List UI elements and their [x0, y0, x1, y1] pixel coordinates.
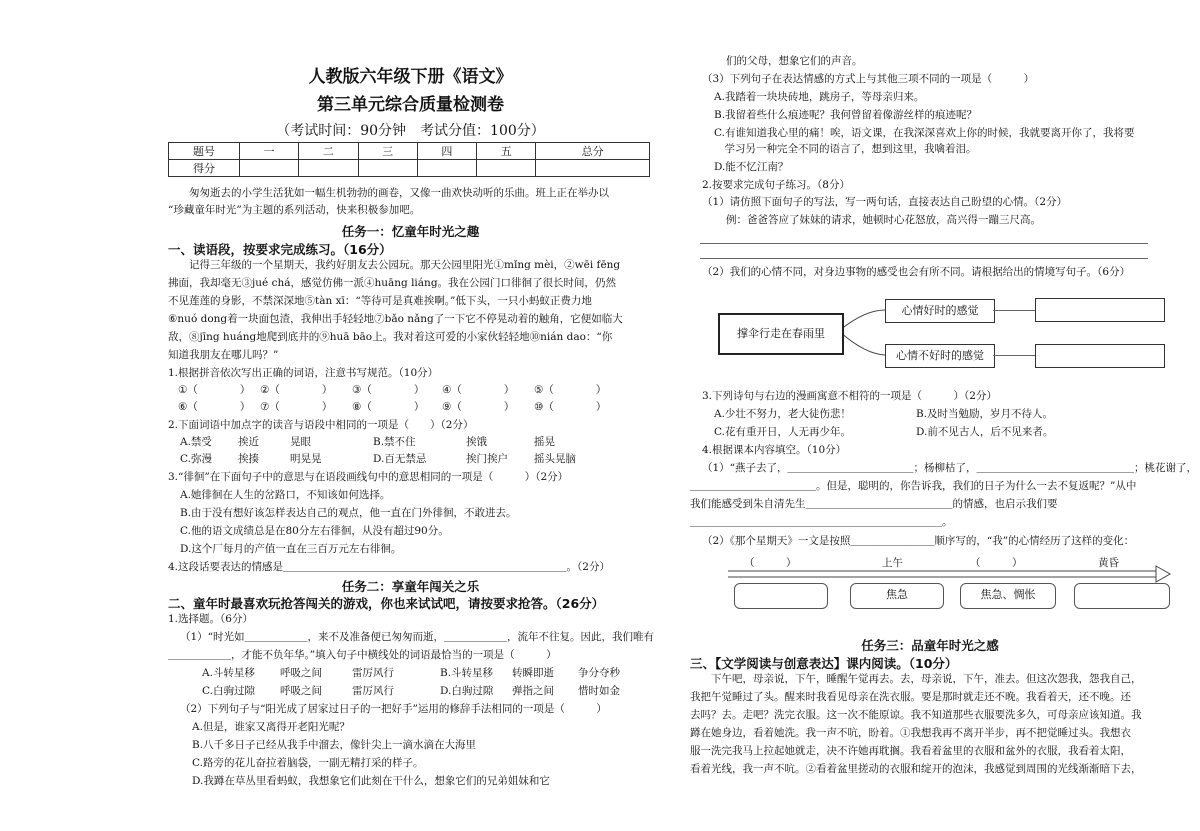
- answer-blank[interactable]: ⑥（ ）: [178, 401, 251, 413]
- timeline-answer-box[interactable]: [734, 583, 828, 609]
- answer-blank[interactable]: ④（ ）: [442, 384, 515, 396]
- timeline-mood-box: 焦急: [850, 583, 944, 609]
- score-cell: 三: [358, 143, 417, 160]
- fill-blank-line: （2）《那个星期天》一文是按照＿＿＿＿＿＿＿＿顺序写的，“我”的心情经历了这样的变化：: [702, 535, 1135, 547]
- exam-info: （考试时间：90分钟 考试分值：100分）: [276, 123, 545, 139]
- section-heading: 三、【文学阅读与创意表达】课内阅读。（10分）: [690, 656, 958, 671]
- option-b-word: B.禁不住: [373, 436, 416, 448]
- option-text: A.但是，谁家又离得开老阳光呢？: [192, 721, 350, 733]
- question-text: （1）请仿照下面句子的写法，写一两句话，直接表达自己盼望的心情。（2分）: [702, 196, 1068, 208]
- timeline-top-label: 黄昏: [1098, 557, 1119, 569]
- passage-line: 知道我朋友在哪儿吗？”: [168, 349, 279, 361]
- task-heading: 任务一：忆童年时光之趣: [341, 224, 480, 239]
- timeline-mood-box: 焦急、惆怅: [960, 583, 1056, 609]
- reading-line: 我把午觉睡过了头。醒来时我看见母亲在洗衣服。要是那时就走还不晚。我看着天，还不晚。还: [690, 691, 1131, 703]
- score-cell: 总分: [536, 143, 650, 160]
- answer-blank[interactable]: ⑤（ ）: [534, 384, 607, 396]
- continuation-text: 们的父母，想象它们的声音。: [726, 55, 863, 67]
- score-input[interactable]: [240, 160, 299, 177]
- option-word: 雷厉风行: [352, 667, 394, 679]
- option-c-word: 挨揍: [238, 453, 259, 465]
- reading-line: 下午吧，母亲说，下午，睡醒午觉再去。去，母亲说，下午，准去。但这次怨我，怨我自己，: [690, 673, 1142, 685]
- score-table: [168, 142, 650, 177]
- option-word: 惜时如金: [578, 685, 620, 697]
- passage-line: 拂面，我却毫无③jué chá，感觉仿佛一派④huāng liáng。我在公园门口徘徊了很长时间，仍然: [168, 277, 617, 289]
- option-c-word: 明晃晃: [290, 453, 322, 465]
- reading-line: 去吗？去。走吧？洗完衣服。这一次不能原谅。我不知道那些衣服要洗多久，可母亲应该知道。我: [690, 709, 1142, 721]
- task-heading: 任务三：品童年时光之感: [861, 638, 999, 653]
- question-stem: 3.下列诗句与右边的漫画寓意不相符的一项是（ ）（2分）: [702, 390, 997, 402]
- option-text: D.我蹲在草丛里看蚂蚁，我想象它们此刻在干什么，想象它们的兄弟姐妹和它: [192, 775, 550, 787]
- question-stem: 2.按要求完成句子练习。（8分）: [702, 179, 850, 191]
- option-word: 雷厉风行: [352, 685, 394, 697]
- option-word: B.斗转星移: [440, 667, 494, 679]
- score-cell: 二: [299, 143, 358, 160]
- score-input[interactable]: [477, 160, 536, 177]
- bad-mood-box: 心情不好时的感觉: [885, 344, 995, 368]
- example-text: 例：爸爸答应了妹妹的请求，她顿时心花怒放，高兴得一蹦三尺高。: [726, 214, 1041, 226]
- fill-blank-line: ＿＿＿＿＿＿＿＿＿＿＿＿。但是，聪明的，你告诉我，我们的日子为什么一去不复返呢？”从中: [690, 480, 1137, 492]
- reading-line: 服一洗完我马上拉起她就走，决不许她再耽搁。我看着盆里的衣服和盆外的衣服，我看着太阳，: [690, 745, 1131, 757]
- answer-blank[interactable]: ③（ ）: [352, 384, 425, 396]
- option-d-word: 挨门挨户: [466, 453, 508, 465]
- answer-blank[interactable]: ①（ ）: [178, 384, 251, 396]
- option-d-word: 摇头晃脑: [534, 453, 576, 465]
- score-input[interactable]: [358, 160, 417, 177]
- score-label: 得分: [169, 160, 240, 177]
- question-text: （3）下列句子在表达情感的方式上与其他三项不同的一项是（ ）: [702, 73, 1035, 85]
- option-word: 弹指之间: [512, 685, 554, 697]
- option-text: A.我踏着一块块砖地，跳房子，等母亲归来。: [714, 91, 925, 103]
- score-input[interactable]: [299, 160, 358, 177]
- good-mood-box: 心情好时的感觉: [885, 299, 995, 323]
- option-a-word: 晃眼: [290, 436, 311, 448]
- option-c-word: C.弥漫: [180, 453, 212, 465]
- score-table-score-row: [169, 160, 650, 177]
- question-text: （1）“时光如＿＿＿＿＿＿，来不及准备便已匆匆而逝，＿＿＿＿＿＿，流年不往复。因此，我们唯有: [180, 631, 655, 643]
- option-word: 呼吸之间: [280, 685, 322, 697]
- timeline-top-label[interactable]: （ ）: [970, 557, 1023, 569]
- answer-blank[interactable]: ⑨（ ）: [442, 401, 515, 413]
- question-stem: 3.“徘徊”在下面句子中的意思与在语段画线句中的意思相同的一项是（ ）（2分）: [168, 471, 569, 483]
- answer-blank[interactable]: ⑧（ ）: [352, 401, 425, 413]
- timeline-arrow: [690, 0, 1170, 831]
- section-heading: 二、童年时最喜欢玩抢答闯关的游戏，你也来试试吧，请按要求抢答。（26分）: [168, 596, 605, 611]
- option-text: B.我留着些什么痕迹呢？我何曾留着像游丝样的痕迹呢？: [714, 109, 978, 121]
- option-text: D.能不忆江南？: [714, 161, 789, 173]
- passage-line: 不见莲莲的身影，不禁深深地⑤tàn xī：“等待可是真难挨啊。”低下头，一只小蚂蚁正费力地: [168, 295, 592, 307]
- passage-line: ⑥nuó dong着一块面包渣，我伸出手轻轻地⑦bǎo nǎng了一下它不停晃动着的触角，它便如临大: [168, 313, 623, 325]
- question-text: （2）下列句子与“阳光成了居家过日子的一把好手”运用的修辞手法相同的一项是（ ）: [180, 703, 607, 715]
- scene-box: 撑伞行走在春雨里: [718, 313, 844, 355]
- option-word: C.白驹过隙: [202, 685, 255, 697]
- answer-blank[interactable]: ⑩（ ）: [534, 401, 607, 413]
- option-word: A.斗转星移: [202, 667, 255, 679]
- option-word: 争分夺秒: [578, 667, 620, 679]
- option-text: B.八千多日子已经从我手中溜去，像针尖上一滴水滴在大海里: [192, 739, 477, 751]
- question-stem: 2.下面词语中加点字的读音与语段中相同的一项是（ ）（2分）: [168, 419, 474, 431]
- answer-blank[interactable]: ②（ ）: [260, 384, 333, 396]
- option-d-word: D.百无禁忌: [373, 453, 427, 465]
- score-table-header-row: [169, 143, 650, 160]
- score-input[interactable]: [417, 160, 476, 177]
- intro-line: “珍藏童年时光”为主题的系列活动，快来积极参加吧。: [168, 204, 421, 216]
- question-text: ＿＿＿＿＿＿，才能不负年华。”填入句子中横线处的词语最恰当的一项是（ ）: [168, 649, 557, 661]
- question-stem: 1.根据拼音依次写出正确的词语，注意书写规范。（10分）: [168, 367, 439, 379]
- reading-line: 蹲在她身边，看着她洗。我一声不吭，盼着。①我想我再不离开半步，再不把觉睡过头。我想衣: [690, 727, 1131, 739]
- option-text: C.花有重开日，人无再少年。: [714, 426, 851, 438]
- option-b-word: 摇晃: [534, 436, 555, 448]
- option-text: C.他的语文成绩总是在80分左右徘徊，从没有超过90分。: [180, 525, 449, 537]
- intro-line: 匆匆逝去的小学生活犹如一幅生机勃勃的画卷，又像一曲欢快动听的乐曲。班上正在举办以: [168, 187, 609, 199]
- option-text: C.有谁知道我心里的痛！唉，语文课，在我深深喜欢上你的时候，我就要离开你了，我将要: [714, 127, 1135, 139]
- option-text: D.这个厂每月的产值一直在三百万元左右徘徊。: [180, 543, 402, 555]
- fill-blank-line: ＿＿＿＿＿＿＿＿＿＿＿＿＿＿＿＿＿＿＿＿＿＿＿＿。: [690, 516, 953, 528]
- option-b-word: 挨饿: [466, 436, 487, 448]
- section-heading: 一、读语段，按要求完成练习。（16分）: [168, 242, 392, 257]
- timeline-top-label[interactable]: （ ）: [744, 557, 797, 569]
- question-stem: 1.选择题。（6分）: [168, 613, 253, 625]
- option-a-word: 挨近: [238, 436, 259, 448]
- option-word: D.白驹过隙: [440, 685, 494, 697]
- reading-line: 看着光线，我一声不吭。②看着盆里搓动的衣服和绽开的泡沫，我感觉到周围的光线渐渐暗下去，: [690, 763, 1142, 775]
- score-cell: 五: [477, 143, 536, 160]
- answer-blank[interactable]: ⑦（ ）: [260, 401, 333, 413]
- passage-line: 敌，⑧jīng huáng地爬到底井的⑨huā bāo上。我对着这可爱的小家伙轻轻地⑩nián dao：“你: [168, 331, 613, 343]
- exam-subtitle: 第三单元综合质量检测卷: [317, 95, 504, 115]
- task-heading: 任务二：享童年闯关之乐: [341, 579, 480, 594]
- option-text: B.由于没有想好该怎样表达自己的观点，他一直在门外徘徊，不敢进去。: [180, 507, 517, 519]
- timeline-top-label: 上午: [882, 557, 903, 569]
- fill-blank-line: 我们能感受到朱自清先生＿＿＿＿＿＿＿＿＿＿＿＿＿＿的情感，也启示我们要: [690, 498, 1058, 510]
- option-word: 转瞬即逝: [512, 667, 554, 679]
- exam-title: 人教版六年级下册《语文》: [308, 67, 513, 87]
- passage-line: 记得三年级的一个星期天，我约好朋友去公园玩。那天公园里阳光①mǐng mèi，②wēi fēng: [168, 259, 621, 271]
- option-text: B.及时当勉励，岁月不待人。: [916, 408, 1054, 420]
- fill-blank-line: （1）“燕子去了，＿＿＿＿＿＿＿＿＿＿＿＿；杨柳枯了，＿＿＿＿＿＿＿＿＿＿＿＿＿＿＿；桃花谢了，: [702, 462, 1198, 474]
- option-text: D.前不见古人，后不见来者。: [916, 426, 1054, 438]
- question-stem: 4.这段话要表达的情感是＿＿＿＿＿＿＿＿＿＿＿＿＿＿＿＿＿＿＿＿＿＿＿＿＿＿＿。（2分）: [168, 561, 610, 573]
- score-cell: 一: [240, 143, 299, 160]
- option-a-word: A.禁受: [180, 436, 212, 448]
- score-cell: 四: [417, 143, 476, 160]
- timeline-answer-box[interactable]: [1074, 583, 1170, 609]
- question-stem: 4.根据课本内容填空。（10分）: [702, 444, 847, 456]
- score-cell: 题号: [169, 143, 240, 160]
- option-word: 呼吸之间: [280, 667, 322, 679]
- option-text: C.路旁的花儿奋拉着脑袋，一副无精打采的样子。: [192, 757, 424, 769]
- option-text: A.她徘徊在人生的岔路口，不知该如何选择。: [180, 489, 391, 501]
- option-text: 学习另一种完全不同的语言了，想到这里，我噙着泪。: [714, 143, 977, 155]
- score-input[interactable]: [536, 160, 650, 177]
- option-text: A.少壮不努力，老大徒伤悲！: [714, 408, 851, 420]
- question-text: （2）我们的心情不同，对身边事物的感受也会有所不同。请根据给出的情境写句子。（6分）: [702, 266, 1131, 278]
